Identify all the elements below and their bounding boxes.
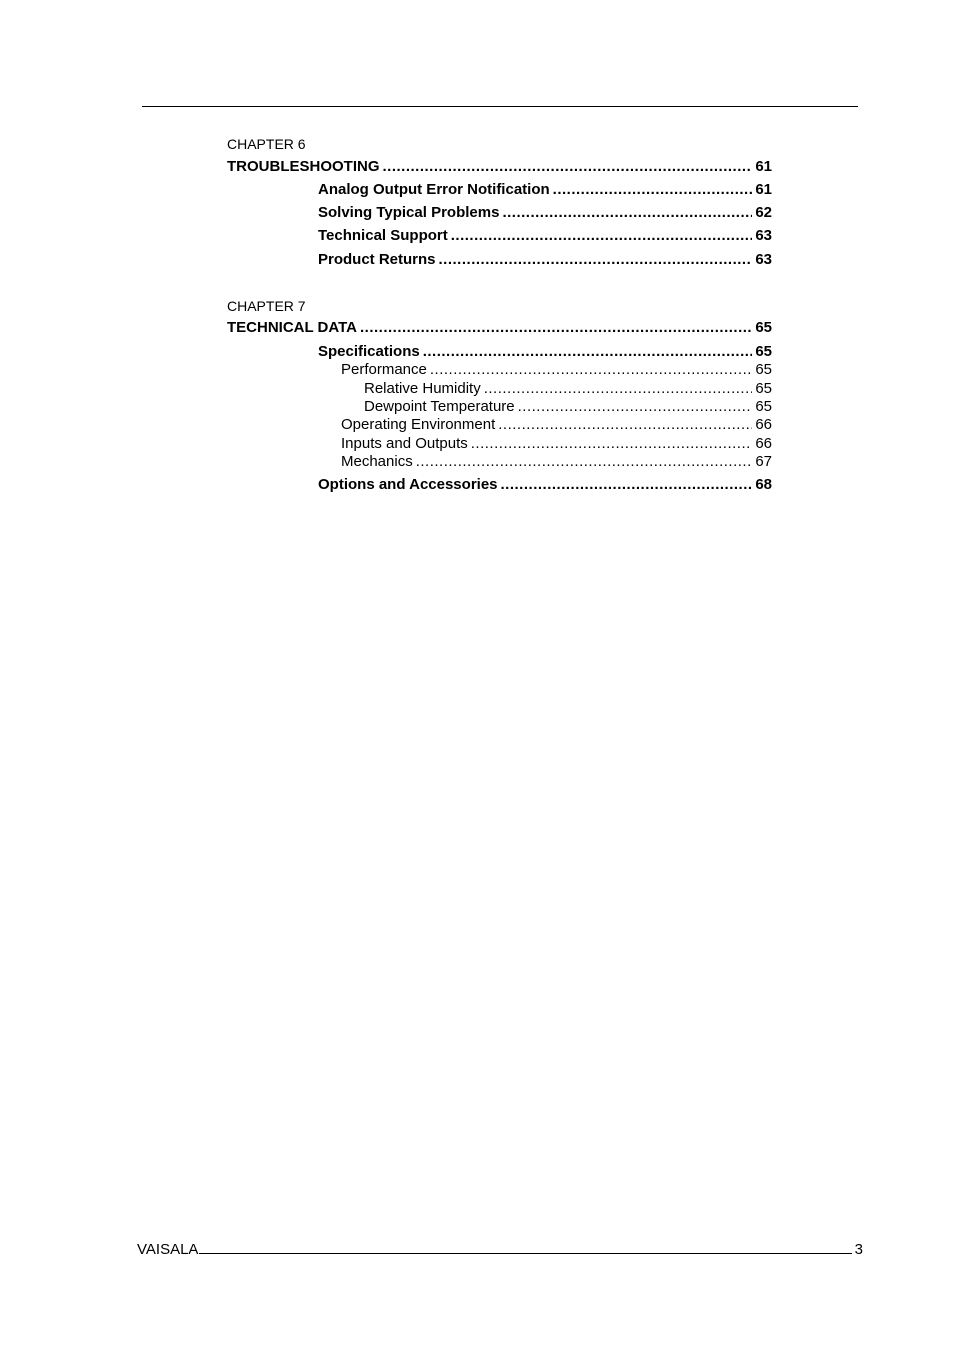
toc-entry-operating-environment[interactable] [341, 416, 772, 433]
toc-entry-relative-humidity[interactable] [364, 380, 772, 397]
toc-entry-page: 66 [755, 435, 772, 452]
toc-entry-page: 63 [755, 251, 772, 268]
footer-page-number: 3 [854, 1241, 863, 1258]
toc-entry-title: Mechanics [341, 453, 413, 470]
toc-entry-page: 63 [755, 227, 772, 244]
toc-entry-page: 61 [755, 181, 772, 198]
toc-entry-page: 65 [755, 361, 772, 378]
toc-entry-troubleshooting[interactable] [227, 158, 772, 175]
chapter-label: CHAPTER 6 [227, 136, 306, 152]
toc-entry-technical-support[interactable] [318, 227, 772, 244]
dot-leader [502, 204, 752, 221]
toc-entry-product-returns[interactable] [318, 251, 772, 268]
toc-entry-inputs-and-outputs[interactable] [341, 435, 772, 452]
toc-entry-mechanics[interactable] [341, 453, 772, 470]
toc-entry-options-and-accessories[interactable] [318, 476, 772, 493]
toc-entry-title: Relative Humidity [364, 380, 481, 397]
dot-leader [501, 476, 753, 493]
dot-leader [423, 343, 753, 360]
footer-rule [199, 1240, 851, 1254]
dot-leader [439, 251, 753, 268]
dot-leader [553, 181, 753, 198]
dot-leader [360, 319, 752, 336]
header-rule [142, 106, 858, 107]
dot-leader [430, 361, 752, 378]
toc-entry-dewpoint-temperature[interactable] [364, 398, 772, 415]
toc-entry-analog-output-error-notification[interactable] [318, 181, 772, 198]
dot-leader [471, 435, 753, 452]
toc-entry-page: 62 [755, 204, 772, 221]
toc-entry-title: Product Returns [318, 251, 436, 268]
toc-entry-page: 61 [755, 158, 772, 175]
dot-leader [416, 453, 753, 470]
toc-entry-title: Analog Output Error Notification [318, 181, 550, 198]
toc-entry-page: 65 [755, 398, 772, 415]
toc-entry-page: 67 [755, 453, 772, 470]
dot-leader [498, 416, 752, 433]
footer-brand: VAISALA [137, 1241, 199, 1258]
toc-entry-solving-typical-problems[interactable] [318, 204, 772, 221]
toc-entry-page: 66 [755, 416, 772, 433]
toc-entry-title: Operating Environment [341, 416, 496, 433]
toc-entry-page: 65 [755, 343, 772, 360]
dot-leader [383, 158, 753, 175]
toc-entry-page: 65 [755, 319, 772, 336]
toc-entry-title: Technical Support [318, 227, 448, 244]
dot-leader [451, 227, 753, 244]
toc-entry-title: Solving Typical Problems [318, 204, 500, 221]
toc-entry-title: Options and Accessories [318, 476, 498, 493]
toc-entry-title: Inputs and Outputs [341, 435, 468, 452]
toc-entry-technical-data[interactable] [227, 319, 772, 336]
toc-entry-page: 65 [755, 380, 772, 397]
toc-entry-title: Performance [341, 361, 427, 378]
toc-entry-title: Specifications [318, 343, 420, 360]
toc-entry-title: Dewpoint Temperature [364, 398, 515, 415]
page-footer [137, 1240, 863, 1258]
toc-entry-title: TECHNICAL DATA [227, 319, 357, 336]
chapter-label: CHAPTER 7 [227, 298, 306, 314]
toc-entry-page: 68 [755, 476, 772, 493]
toc-entry-title: TROUBLESHOOTING [227, 158, 380, 175]
toc-entry-specifications[interactable] [318, 343, 772, 360]
dot-leader [518, 398, 753, 415]
dot-leader [484, 380, 753, 397]
toc-entry-performance[interactable] [341, 361, 772, 378]
